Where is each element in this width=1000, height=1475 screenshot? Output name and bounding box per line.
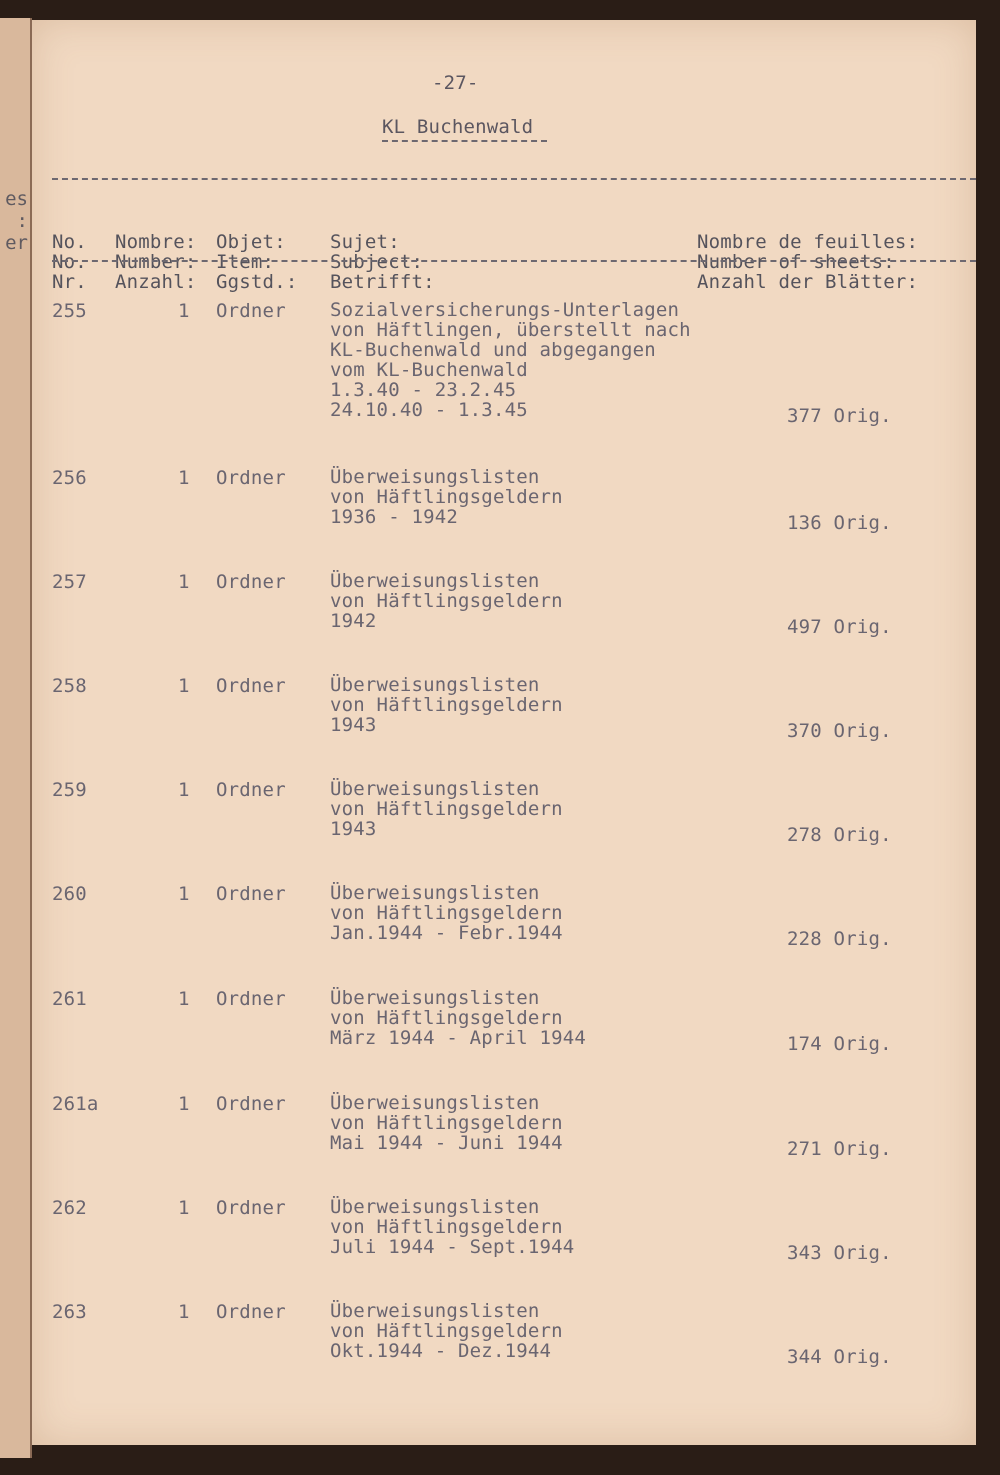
entry-sheets: 136 Orig.	[787, 512, 892, 534]
entry-number: 262	[52, 1197, 87, 1219]
entry-sheets: 271 Orig.	[787, 1138, 892, 1160]
entry-number: 257	[52, 571, 87, 593]
entry-subject-line: Überweisungslisten	[330, 882, 540, 904]
entry-count: 1	[178, 571, 190, 593]
entry-sheets: 228 Orig.	[787, 928, 892, 950]
page-number: -27-	[432, 72, 479, 94]
entry-subject-line: Überweisungslisten	[330, 570, 540, 592]
entry-sheets: 370 Orig.	[787, 720, 892, 742]
entry-subject	[330, 988, 586, 1048]
adjacent-page-edge	[0, 18, 32, 1458]
entry-number: 260	[52, 883, 87, 905]
entry-subject-line: vom KL-Buchenwald	[330, 359, 528, 381]
entry-item: Ordner	[216, 1093, 286, 1115]
entry-subject-line: von Häftlingsgeldern	[330, 694, 563, 716]
entry-subject-line: 1943	[330, 818, 377, 840]
entry-subject-line: KL-Buchenwald und abgegangen	[330, 339, 656, 361]
entry-item: Ordner	[216, 675, 286, 697]
entry-subject	[330, 779, 563, 839]
header-item: Objet: Item: Ggstd.:	[216, 231, 298, 293]
entry-subject	[330, 467, 563, 527]
entry-subject-line: Okt.1944 - Dez.1944	[330, 1340, 552, 1362]
entry-subject-line: von Häftlingen, überstellt nach	[330, 319, 691, 341]
entry-count: 1	[178, 1093, 190, 1115]
left-fragment: :	[16, 210, 28, 232]
entry-number: 261a	[52, 1093, 99, 1115]
entry-sheets: 497 Orig.	[787, 616, 892, 638]
document-title: KL Buchenwald	[382, 116, 534, 138]
header-sheets: Nombre de feuilles: Number of sheets: Anzahl der Blätter:	[697, 231, 919, 293]
entry-subject	[330, 883, 563, 943]
entry-number: 259	[52, 779, 87, 801]
entry-subject-line: 1943	[330, 714, 377, 736]
entry-subject	[330, 300, 691, 420]
left-fragment: es	[5, 188, 28, 210]
entry-subject-line: Jan.1944 - Febr.1944	[330, 922, 563, 944]
entry-count: 1	[178, 300, 190, 322]
entry-subject-line: von Häftlingsgeldern	[330, 1112, 563, 1134]
entry-subject-line: 1942	[330, 610, 377, 632]
entry-sheets: 174 Orig.	[787, 1033, 892, 1055]
entry-subject-line: Überweisungslisten	[330, 987, 540, 1009]
entry-subject-line: Sozialversicherungs-Unterlagen	[330, 299, 680, 321]
entry-subject-line: März 1944 - April 1944	[330, 1027, 587, 1049]
entry-item: Ordner	[216, 467, 286, 489]
entry-subject-line: von Häftlingsgeldern	[330, 1216, 563, 1238]
entry-subject-line: Überweisungslisten	[330, 466, 540, 488]
entry-count: 1	[178, 467, 190, 489]
entry-count: 1	[178, 883, 190, 905]
entry-count: 1	[178, 1301, 190, 1323]
entry-number: 261	[52, 988, 87, 1010]
entry-item: Ordner	[216, 571, 286, 593]
entry-subject-line: von Häftlingsgeldern	[330, 1320, 563, 1342]
entry-subject-line: von Häftlingsgeldern	[330, 902, 563, 924]
entry-subject-line: von Häftlingsgeldern	[330, 1007, 563, 1029]
entry-item: Ordner	[216, 779, 286, 801]
entry-subject	[330, 571, 563, 631]
entry-subject	[330, 1093, 563, 1153]
entry-subject	[330, 1301, 563, 1361]
entry-item: Ordner	[216, 988, 286, 1010]
entry-subject-line: 1936 - 1942	[330, 506, 459, 528]
entry-sheets: 344 Orig.	[787, 1346, 892, 1368]
header-rule-top	[52, 178, 976, 180]
entry-number: 258	[52, 675, 87, 697]
entry-subject-line: von Häftlingsgeldern	[330, 486, 563, 508]
entry-subject-line: Juli 1944 - Sept.1944	[330, 1236, 575, 1258]
left-fragment: er	[5, 232, 28, 254]
entry-count: 1	[178, 675, 190, 697]
entry-item: Ordner	[216, 1301, 286, 1323]
entry-count: 1	[178, 779, 190, 801]
entry-subject-line: Überweisungslisten	[330, 1092, 540, 1114]
header-rule-bottom	[52, 260, 976, 262]
title-underline	[382, 140, 547, 142]
entry-item: Ordner	[216, 300, 286, 322]
entry-subject	[330, 1197, 574, 1257]
entry-number: 256	[52, 467, 87, 489]
header-count: Nombre: Number: Anzahl:	[115, 231, 197, 293]
entry-sheets: 343 Orig.	[787, 1242, 892, 1264]
entry-item: Ordner	[216, 1197, 286, 1219]
entry-count: 1	[178, 988, 190, 1010]
document-page	[32, 20, 976, 1445]
entry-subject-line: 1.3.40 - 23.2.45	[330, 379, 517, 401]
header-subject: Sujet: Subject: Betrifft:	[330, 231, 435, 293]
entry-number: 263	[52, 1301, 87, 1323]
entry-subject-line: von Häftlingsgeldern	[330, 798, 563, 820]
entry-subject-line: Überweisungslisten	[330, 674, 540, 696]
entry-subject-line: Überweisungslisten	[330, 778, 540, 800]
entry-subject	[330, 675, 563, 735]
entry-sheets: 278 Orig.	[787, 824, 892, 846]
entry-sheets: 377 Orig.	[787, 405, 892, 427]
entry-subject-line: 24.10.40 - 1.3.45	[330, 399, 528, 421]
entry-subject-line: Überweisungslisten	[330, 1196, 540, 1218]
entry-count: 1	[178, 1197, 190, 1219]
entry-number: 255	[52, 300, 87, 322]
entry-subject-line: von Häftlingsgeldern	[330, 590, 563, 612]
header-no: No. No. Nr.	[52, 231, 87, 293]
entry-subject-line: Mai 1944 - Juni 1944	[330, 1132, 563, 1154]
entry-subject-line: Überweisungslisten	[330, 1300, 540, 1322]
entry-item: Ordner	[216, 883, 286, 905]
